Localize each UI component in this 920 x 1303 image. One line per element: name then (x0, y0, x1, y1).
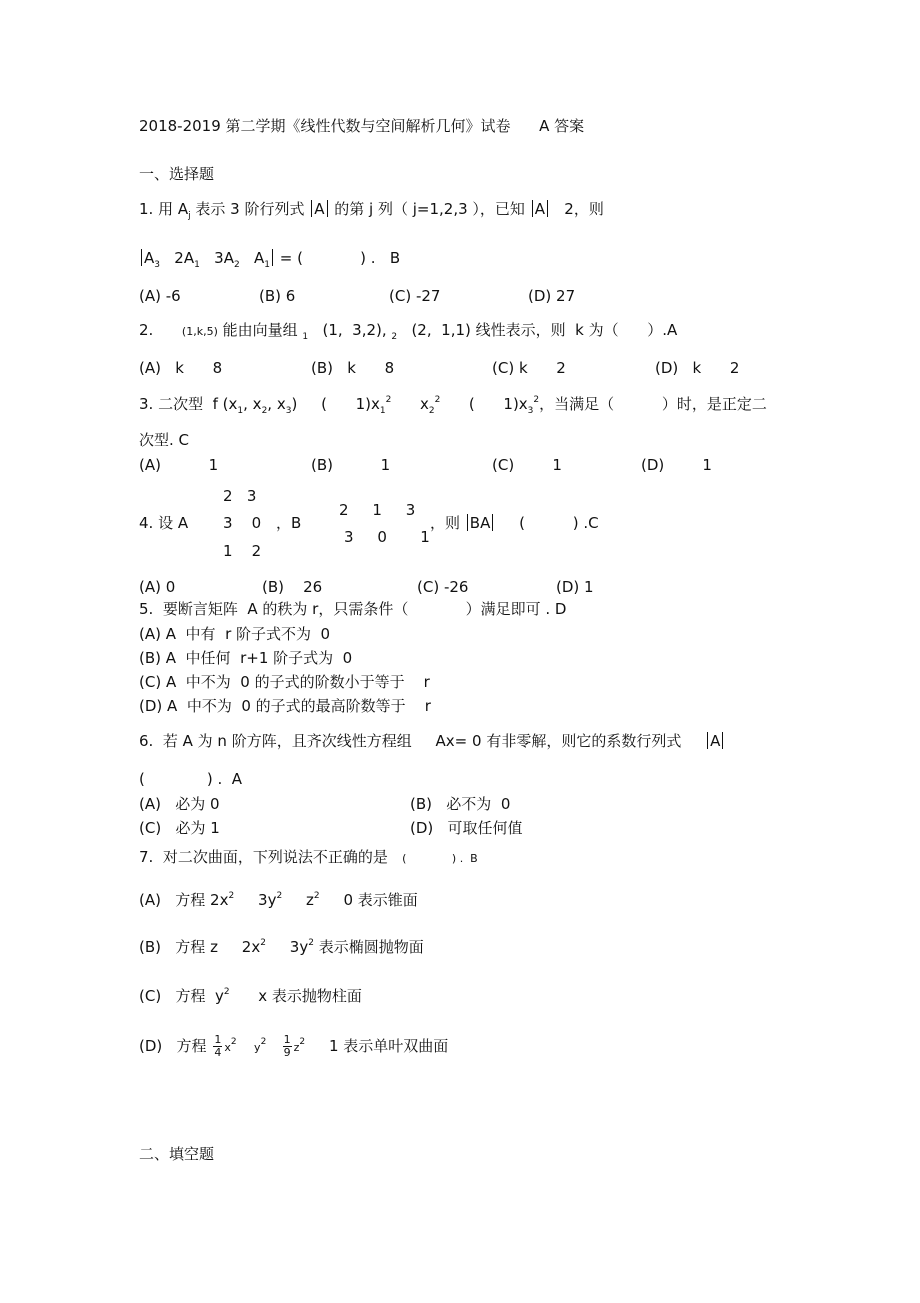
determinant-bar (272, 249, 273, 266)
question-3-stem-cont: 次型. C (139, 431, 190, 449)
matrix-b-label: ，B (276, 514, 302, 532)
determinant-bar (547, 200, 548, 217)
q2-option-c: (C) k 2 (492, 359, 566, 377)
determinant-bar (532, 200, 533, 217)
matrix-a-row-1: 2 3 (223, 487, 257, 505)
section-heading-choice: 一、选择题 (139, 165, 215, 183)
determinant-bar (327, 200, 328, 217)
question-4-tail: ，则 BA ( ) .C (430, 514, 599, 532)
matrix-a-row-3: 1 2 (223, 542, 262, 560)
q5-option-d: (D) A 中不为 0 的子式的最高阶数等于 r (139, 697, 431, 715)
determinant-bar (467, 514, 468, 531)
question-7-stem: 7. 对二次曲面，下列说法不正确的是 ( ) . B (139, 848, 478, 866)
question-4-label: 4. 设 A (139, 514, 189, 532)
q2-option-b: (B) k 8 (311, 359, 395, 377)
q4-option-c: (C) -26 (417, 578, 469, 596)
q6-option-a: (A) 必为 0 (139, 795, 220, 813)
matrix-a-row-2: 3 0 (223, 514, 262, 532)
question-6-stem-cont: ( ) . A (139, 770, 243, 788)
q4-option-d: (D) 1 (556, 578, 594, 596)
question-3-stem: 3. 二次型 f ($x_1$, $x_2$, $x_3$) ( $1)x_1^2$ $x_2^2$ ( $1)x_3^2$，当满足（ ）时，是正定二 (139, 395, 767, 416)
q1-option-d: (D) 27 (528, 287, 576, 305)
document-title: 2018-2019 第二学期《线性代数与空间解析几何》试卷 A 答案 (139, 117, 585, 135)
q7-option-b: (B) 方程 z $2x^2$ $3y^2$ 表示椭圆抛物面 (139, 938, 424, 956)
q6-option-b: (B) 必不为 0 (410, 795, 511, 813)
q5-option-c: (C) A 中不为 0 的子式的阶数小于等于 r (139, 673, 430, 691)
determinant-bar (492, 514, 493, 531)
q3-option-b: (B) 1 (311, 456, 391, 474)
section-heading-fill-in: 二、填空题 (139, 1145, 215, 1163)
determinant-bar (311, 200, 312, 217)
determinant-bar (707, 732, 708, 749)
q1-option-a: (A) -6 (139, 287, 181, 305)
q1-option-c: (C) -27 (389, 287, 441, 305)
question-1-stem: 1. 用 $A_j$ 表示 3 阶行列式 A 的第 j 列（ j=1,2,3 ），已知 A 2，则 (139, 200, 604, 221)
question-1-expression: $A_3$ $2A_1$ $3A_2$ $A_1$ = ( ) . B (139, 249, 400, 270)
q2-option-a: (A) k 8 (139, 359, 223, 377)
q3-option-d: (D) 1 (641, 456, 712, 474)
q6-option-c: (C) 必为 1 (139, 819, 220, 837)
question-5-stem: 5. 要断言矩阵 A 的秩为 r，只需条件（ ）满足即可 . D (139, 600, 567, 618)
q4-option-a: (A) 0 (139, 578, 176, 596)
q5-option-b: (B) A 中任何 r+1 阶子式为 0 (139, 649, 353, 667)
q1-option-b: (B) 6 (259, 287, 296, 305)
q7-option-a: (A) 方程 $2x^2$ $3y^2$ $z^2$ 0 表示锥面 (139, 891, 418, 909)
matrix-b-row-1: 2 1 3 (339, 501, 416, 519)
q2-option-d: (D) k 2 (655, 359, 740, 377)
q6-option-d: (D) 可取任何值 (410, 819, 523, 837)
q7-option-c: (C) 方程 $y^2$ x 表示抛物柱面 (139, 987, 362, 1005)
q7-option-d: (D) 方程 $\frac{1}{4}$ $x^2$ $y^2$ $\frac{1}{9}$ $z^2$ 1 表示单叶双曲面 (139, 1033, 449, 1059)
question-2-stem: 2. (1,k,5) 能由向量组 $_1$ (1, 3,2), $_2$ (2, 1,1) 线性表示，则 k 为（ ）.A (139, 321, 678, 342)
determinant-bar (141, 249, 142, 266)
q5-option-a: (A) A 中有 r 阶子式不为 0 (139, 625, 331, 643)
q3-option-a: (A) 1 (139, 456, 219, 474)
determinant-bar (722, 732, 723, 749)
fraction-one-quarter: $\frac{1}{4}$ (214, 1033, 222, 1059)
q4-option-b: (B) 26 (262, 578, 323, 596)
question-6-stem: 6. 若 A 为 n 阶方阵，且齐次线性方程组 Ax= 0 有非零解，则它的系数行列式 A (139, 732, 725, 750)
matrix-b-row-2: 3 0 1 (344, 528, 430, 546)
fraction-one-ninth: $\frac{1}{9}$ (283, 1033, 291, 1059)
q3-option-c: (C) 1 (492, 456, 562, 474)
